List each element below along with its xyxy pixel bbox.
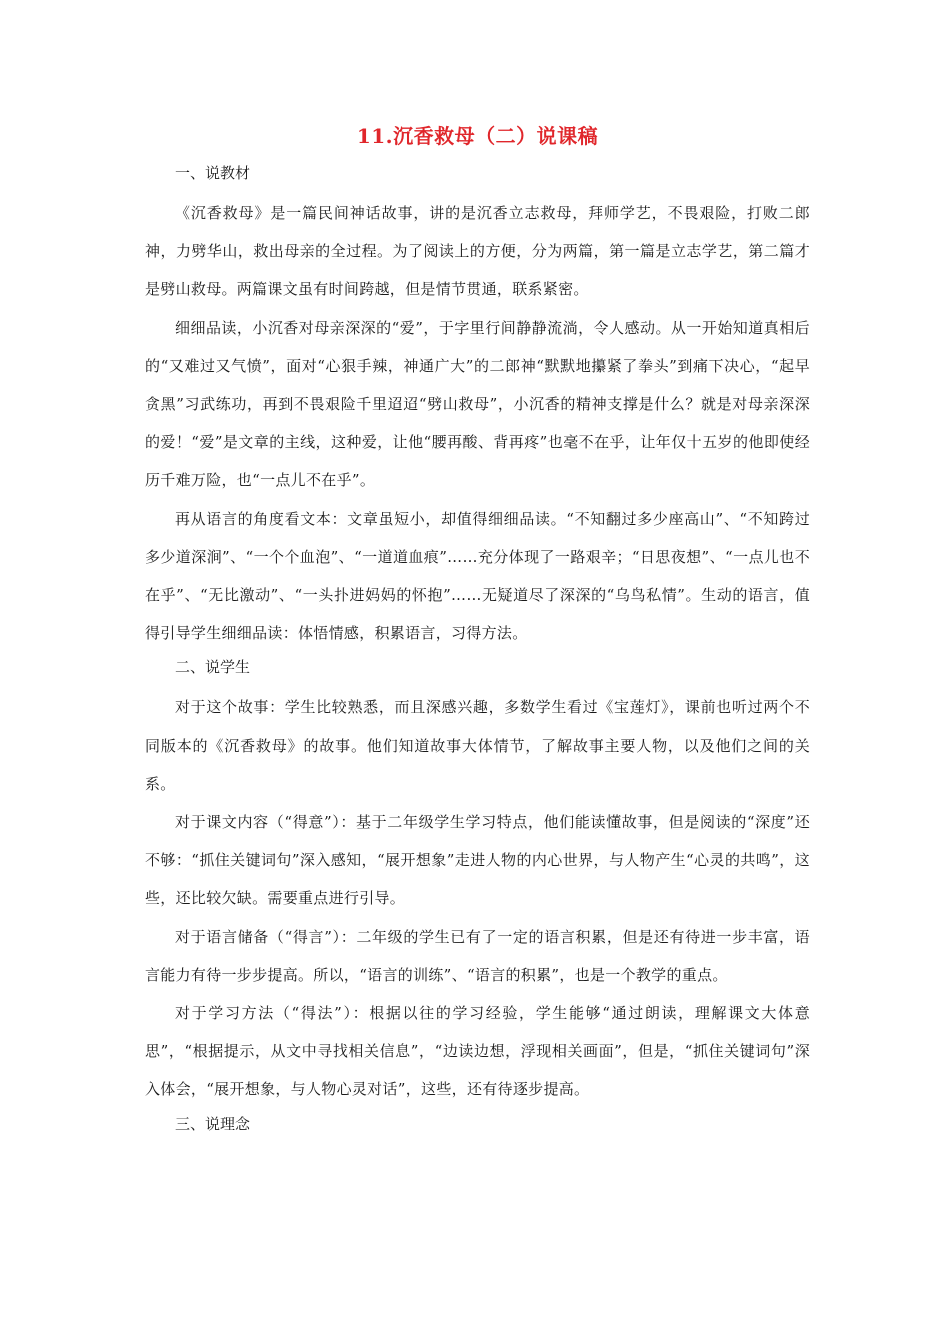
section-textbook [145,158,810,652]
paragraph: 对于课文内容（“得意”）：基于二年级学生学习特点，他们能读懂故事，但是阅读的“深度”还不够：“抓住关键词句”深入感知，“展开想象”走进人物的内心世界，与人物产生“心灵的共鸣”，这些，还比较欠缺。需要重点进行引导。 [145,813,810,908]
section-heading: 三、说理念 [175,1114,251,1133]
section-philosophy [145,1109,810,1139]
paragraph: 对于学习方法（“得法”）：根据以往的学习经验，学生能够“通过朗读，理解课文大体意思”，“根据提示，从文中寻找相关信息”，“边读边想，浮现相关画面”，但是，“抓住关键词句”深入体会，“展开想象，与人物心灵对话”，这些，还有待逐步提高。 [145,1004,810,1099]
paragraph: 对于这个故事：学生比较熟悉，而且深感兴趣，多数学生看过《宝莲灯》，课前也听过两个不同版本的《沉香救母》的故事。他们知道故事大体情节，了解故事主要人物，以及他们之间的关系。 [145,698,810,793]
section-heading: 一、说教材 [175,164,251,182]
paragraph: 对于语言储备（“得言”）：二年级的学生已有了一定的语言积累，但是还有待进一步丰富，语言能力有待一步步提高。所以，“语言的训练”、“语言的积累”，也是一个教学的重点。 [145,927,810,984]
section-heading: 二、说学生 [175,658,251,677]
document-page [145,118,810,1145]
paragraph: 《沉香救母》是一篇民间神话故事，讲的是沉香立志救母，拜师学艺，不畏艰险，打败二郎神，力劈华山，救出母亲的全过程。为了阅读上的方便，分为两篇，第一篇是立志学艺，第二篇才是劈山救母。两篇课文虽有时间跨越，但是情节贯通，联系紧密。 [145,204,810,299]
paragraph: 细细品读，小沉香对母亲深深的“爱”，于字里行间静静流淌，令人感动。从一开始知道真相后的“又难过又气愤”，面对“心狠手辣，神通广大”的二郎神“默默地攥紧了拳头”到痛下决心，“起早贪黑”习武练功，再到不畏艰险千里迢迢“劈山救母”，小沉香的精神支撑是什么？就是对母亲深深的爱！“爱”是文章的主线，这种爱，让他“腰再酸、背再疼”也毫不在乎，让年仅十五岁的他即使经历千难万险，也“一点儿不在乎”。 [145,318,810,490]
document-title: 11.沉香救母（二）说课稿 [356,124,599,148]
paragraph: 再从语言的角度看文本：文章虽短小，却值得细细品读。“不知翻过多少座高山”、“不知跨过多少道深涧”、“一个个血泡”、“一道道血痕”……充分体现了一路艰辛；“日思夜想”、“一点儿也不在乎”、“无比激动”、“一头扑进妈妈的怀抱”……无疑道尽了深深的“乌鸟私情”。生动的语言，值得引导学生细细品读：体悟情感，积累语言，习得方法。 [145,509,810,643]
section-students [145,652,810,1108]
